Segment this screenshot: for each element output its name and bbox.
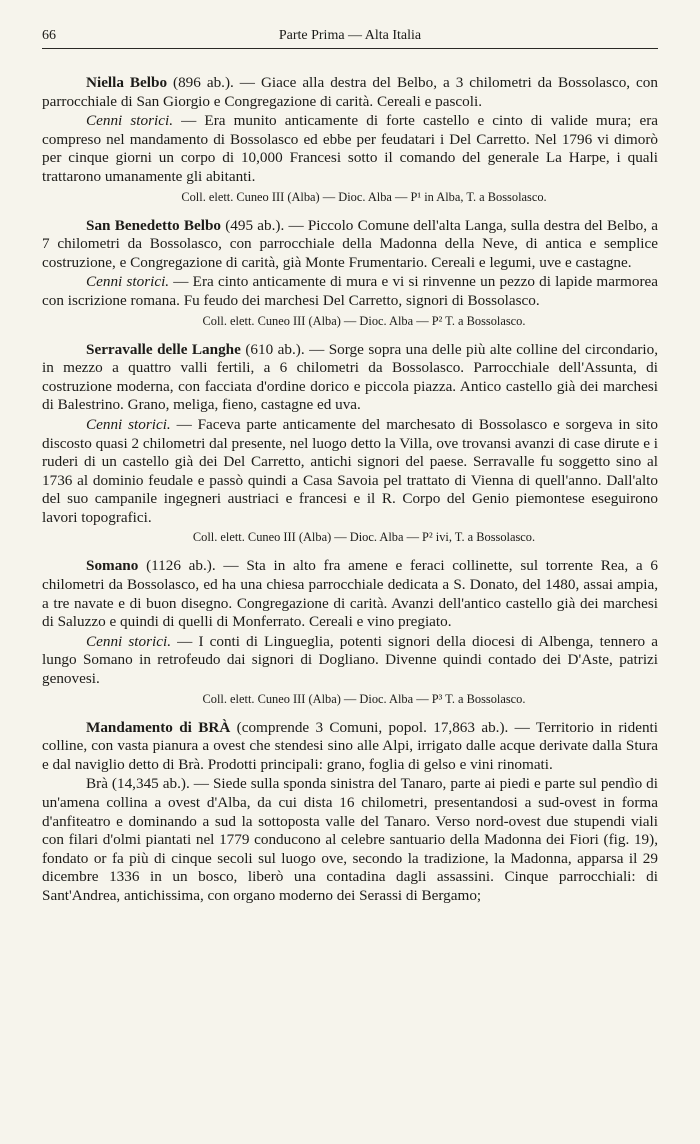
entry-name: Serravalle delle Langhe: [86, 340, 241, 358]
entry-intro: (495 ab.). — Piccolo Comune dell'alta Langa, sulla destra del Belbo, a 7 chilometri da Bossolasco, con parrocchiale della Madonna della Neve, di antica e semplice costruzione, e Congregazione di carità, già Monte Frumentario. Cereali e legumi, uve e castagne.: [42, 216, 659, 271]
mandamento-paragraph: [42, 719, 658, 775]
entry-paragraph: [42, 74, 658, 111]
collegio-line: Coll. elett. Cuneo III (Alba) — Dioc. Alba — P¹ in Alba, T. a Bossolasco.: [181, 189, 547, 204]
entry-serravalle-delle-langhe: [42, 341, 658, 546]
cenni-storici-paragraph: [42, 633, 658, 689]
entry-name: Niella Belbo: [86, 74, 168, 91]
entry-somano: [42, 557, 658, 706]
collegio-line: Coll. elett. Cuneo III (Alba) — Dioc. Alba — P² T. a Bossolasco.: [202, 313, 526, 328]
running-head: [42, 26, 658, 49]
entry-paragraph: [42, 341, 658, 415]
entry-intro: (896 ab.). — Giace alla destra del Belbo, a 3 chilometri da Bossolasco, con parrocchiale di San Giorgio e Congregazione di carità. Cereali e pascoli.: [42, 74, 658, 110]
entry-mandamento-bra: [42, 719, 658, 906]
mandamento-name: Mandamento di BRÀ: [86, 718, 231, 736]
entry-intro: (1126 ab.). — Sta in alto fra amene e feraci collinette, sul torrente Rea, a 6 chilometri da Bossolasco, ed ha una chiesa parrocchiale dedicata a S. Donato, del 1480, assai ampia, a tre navate e di buon disegno. Congregazione di carità. Avanzi dell'antico castello già dei marchesi di Saluzzo e quindi di quelli di Monferrato. Cereali e vino pregiato.: [42, 557, 658, 631]
running-title: Parte Prima — Alta Italia: [278, 28, 422, 43]
cenni-storici-label: Cenni storici.: [86, 112, 174, 130]
entry-name: San Benedetto Belbo: [86, 216, 221, 234]
page-number: 66: [42, 28, 56, 43]
collegio-line: Coll. elett. Cuneo III (Alba) — Dioc. Alba — P³ T. a Bossolasco.: [202, 691, 526, 706]
cenni-storici-paragraph: [42, 273, 658, 310]
entry-paragraph: [42, 557, 658, 631]
cenni-storici-text: — Faceva parte anticamente del marchesato di Bossolasco e sorgeva in sito discosto quasi 2 chilometri dal presente, nel luogo detto la Villa, ove trovansi avanzi di case dirute e i ruderi di un castello già dei Del Carretto, antichi signori del paese. Serravalle fu soggetto sino al 1736 al dominio feudale e passò quindi a Casa Savoia pel trattato di Vienna di quell'anno. Dall'alto del suo campanile ingegneri austriaci e francesi e il R. Corpo del Genio piemontese eseguirono lavori topografici.: [42, 415, 658, 526]
bra-paragraph: Brà (14,345 ab.). — Siede sulla sponda sinistra del Tanaro, parte ai piedi e parte sul pendìo di un'amena collina a ovest d'Alba, da cui dista 16 chilometri, presentandosi a sud-ovest in forma d'anfiteatro e dominando a sud la sottoposta valle del Tanaro. Verso nord-ovest due stupendi viali con filari d'olmi piantati nel 1779 conducono al celebre santuario della Madonna dei Fiori (fig. 19), fondato or fa più di cinque secoli sul luogo ove, secondo la tradizione, la Madonna, apparsa il 29 dicembre 1336 in un bosco, liberò una contadina dagli assassini. Cinque parrocchiali: di Sant'Andrea, antichissima, con organo moderno dei Serassi di Bergamo;: [42, 775, 658, 904]
entry-paragraph: [42, 217, 658, 273]
mandamento-intro: (comprende 3 Comuni, popol. 17,863 ab.). — Territorio in ridenti colline, con vasta pianura a ovest che stendesi sino alle Alpi, irrigato dalle acque derivate dalla Stura e dal naviglio detto di Brà. Prodotti principali: grano, foglia di gelso e vini rinomati.: [42, 718, 658, 773]
cenni-storici-text: — Era cinto anticamente di mura e vi si rinvenne un pezzo di lapide marmorea con iscrizione romana. Fu feudo dei marchesi Del Carretto, signori di Bossolasco.: [42, 273, 658, 309]
entry-san-benedetto-belbo: [42, 217, 658, 329]
cenni-storici-text: — I conti di Lingueglia, potenti signori della diocesi di Albenga, tennero a lungo Somano in retrofeudo dai signori di Dogliano. Divenne quindi contado dei D'Aste, patrizi genovesi.: [42, 632, 659, 688]
cenni-storici-label: Cenni storici.: [86, 273, 170, 291]
page-body: [42, 74, 658, 918]
collegio-line: Coll. elett. Cuneo III (Alba) — Dioc. Alba — P² ivi, T. a Bossolasco.: [192, 530, 536, 545]
cenni-storici-text: — Era munito anticamente di forte castello e cinto di valide mura; era compreso nel mandamento di Bossolasco ed ebbe per feudatari i Del Carretto. Nel 1796 vi dimorò per cinque giorni un corpo di 10,000 Francesi sotto il comando del generale La Harpe, i quali trattarono umanamente gli abitanti.: [42, 112, 659, 185]
entry-intro: (610 ab.). — Sorge sopra una delle più alte colline del circondario, in mezzo a quattro valli fertili, a 6 chilometri da Bossolasco. Parrocchiale dell'Assunta, di costruzione moderna, con facciata d'ordine dorico e piccola piazza. Antico castello già dei marchesi di Balestrino. Grano, meliga, fieno, castagne ed uva.: [42, 340, 659, 414]
entry-niella-belbo: [42, 74, 658, 205]
cenni-storici-label: Cenni storici.: [86, 632, 172, 650]
entry-name: Somano: [86, 557, 139, 575]
cenni-storici-label: Cenni storici.: [86, 415, 171, 433]
cenni-storici-paragraph: [42, 112, 658, 186]
cenni-storici-paragraph: [42, 416, 658, 528]
